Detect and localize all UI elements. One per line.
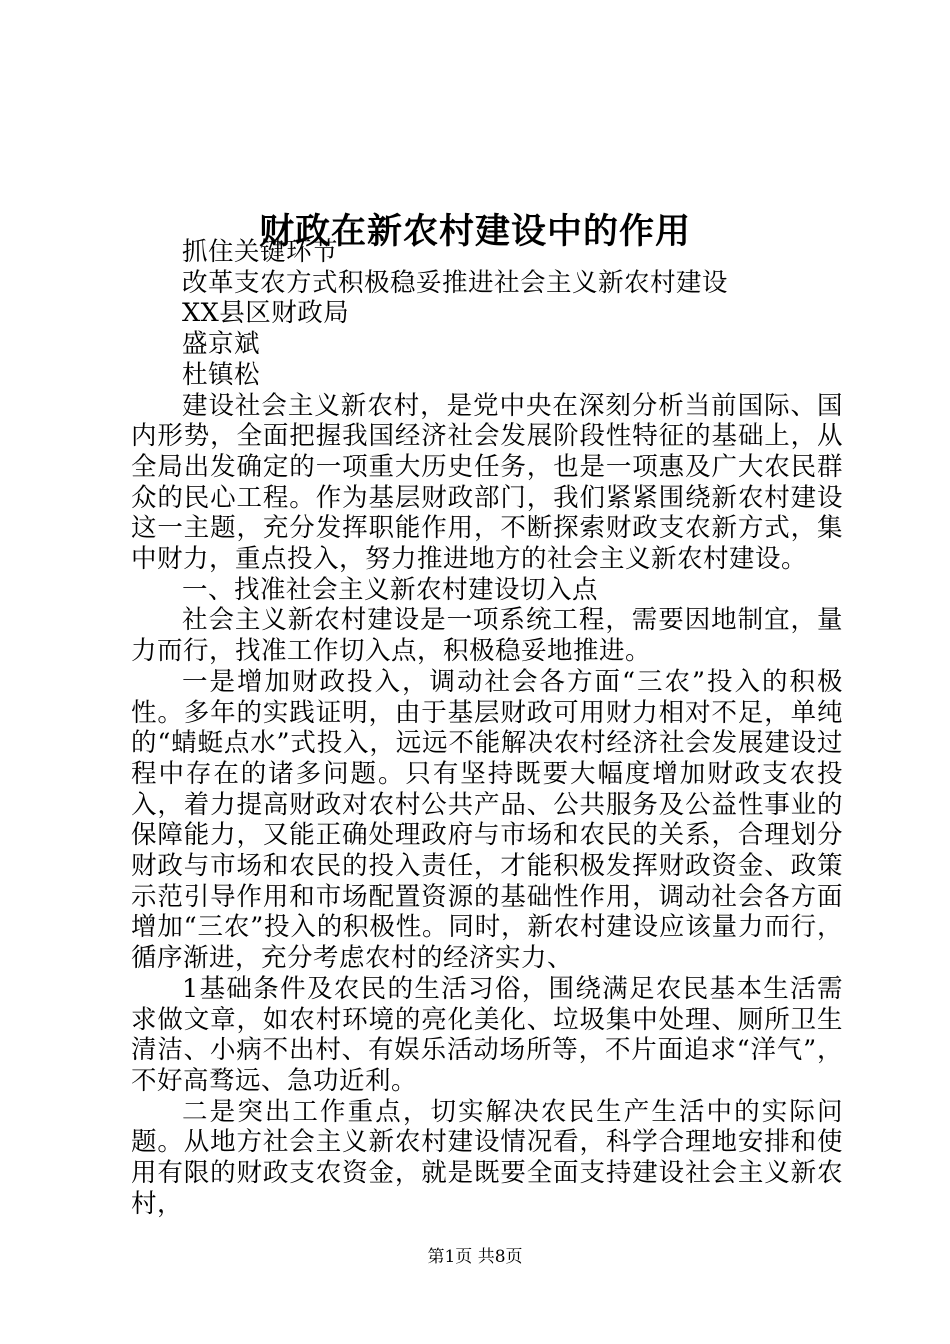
body-paragraph: 二是突出工作重点，切实解决农民生产生活中的实际问题。从地方社会主义新农村建设情况看，科学合理地安排和使用有限的财政支农资金，就是既要全面支持建设社会主义新农村， (131, 1096, 843, 1219)
body-paragraph: 建设社会主义新农村，是党中央在深刻分析当前国际、国内形势，全面把握我国经济社会发展阶段性特征的基础上，从全局出发确定的一项重大历史任务，也是一项惠及广大农民群众的民心工程。作为基层财政部门，我们紧紧围绕新农村建设这一主题，充分发挥职能作用，不断探索财政支农新方式，集中财力，重点投入，努力推进地方的社会主义新农村建设。 (131, 390, 843, 575)
author-name: 盛京斌 (182, 329, 261, 360)
subtitle-line: 改革支农方式积极稳妥推进社会主义新农村建设 (182, 267, 729, 298)
document-body (131, 237, 843, 1220)
body-paragraph: 1基础条件及农民的生活习俗，围绕满足农民基本生活需求做文章，如农村环境的亮化美化、垃圾集中处理、厕所卫生清洁、小病不出村、有娱乐活动场所等，不片面追求“洋气”，不好高骛远、急功近利。 (131, 973, 843, 1096)
subtitle-line: 抓住关键环节 (182, 237, 339, 267)
body-paragraph: 社会主义新农村建设是一项系统工程，需要因地制宜，量力而行，找准工作切入点，积极稳妥地推进。 (131, 605, 843, 667)
body-paragraph: 一是增加财政投入，调动社会各方面“三农”投入的积极性。多年的实践证明，由于基层财政可用财力相对不足，单纯的“蜻蜓点水”式投入，远远不能解决农村经济社会发展建设过程中存在的诸多问题。只有坚持既要大幅度增加财政支农投入，着力提高财政对农村公共产品、公共服务及公益性事业的保障能力，又能正确处理政府与市场和农民的关系，合理划分财政与市场和农民的投入责任，才能积极发挥财政资金、政策示范引导作用和市场配置资源的基础性作用，调动社会各方面增加“三农”投入的积极性。同时，新农村建设应该量力而行，循序渐进，充分考虑农村的经济实力、 (131, 666, 843, 974)
author-name: 杜镇松 (182, 359, 261, 390)
section-heading: 一、找准社会主义新农村建设切入点 (182, 574, 599, 605)
page-number: 第1页 共8页 (427, 1247, 523, 1267)
document-title: 财政在新农村建设中的作用 (258, 211, 691, 253)
author-organization: XX县区财政局 (182, 298, 350, 329)
